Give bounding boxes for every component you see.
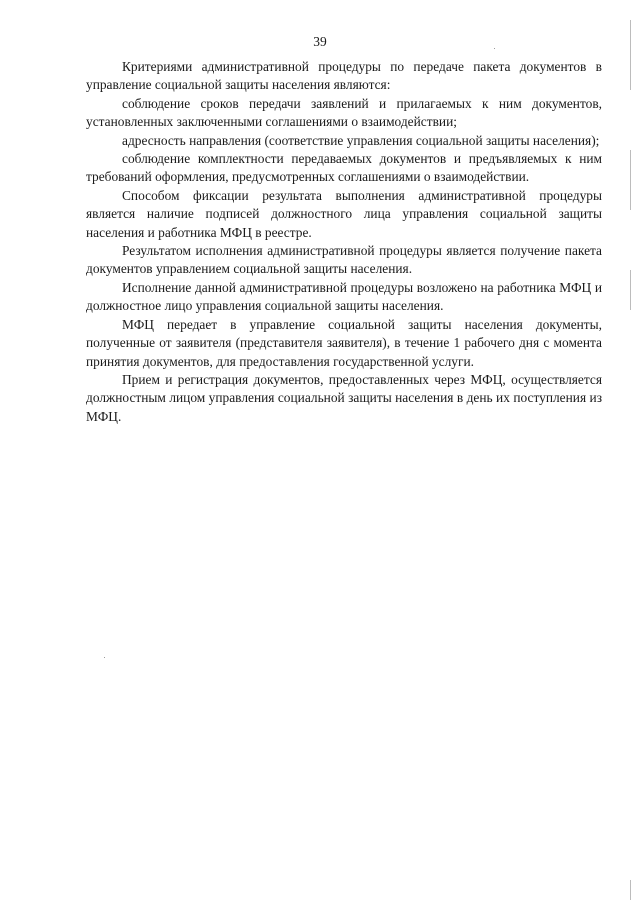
scan-dust-dot <box>104 657 105 658</box>
paragraph-criteria-completeness: соблюдение комплектности передаваемых документов и предъявляемых к ним требований оформления, предусмотренных соглашениями о взаимодействии. <box>86 151 602 185</box>
scan-edge-mark <box>630 270 631 310</box>
paragraph-registration: Прием и регистрация документов, предоставленных через МФЦ, осуществляется должностным лицом управления социальной защиты населения в день их поступления из МФЦ. <box>86 371 602 424</box>
scan-dust-dot <box>494 48 495 49</box>
paragraph-executors: Исполнение данной административной процедуры возложено на работника МФЦ и должностное лицо управления социальной защиты населения. <box>86 279 602 314</box>
paragraph-criteria-addressing: адресность направления (соответствие управления социальной защиты населения); <box>122 132 600 148</box>
scan-edge-mark <box>630 880 631 900</box>
page-number: 39 <box>313 34 327 49</box>
paragraph-result: Результатом исполнения административной процедуры является получение пакета документов управлением социальной защиты населения. <box>86 243 602 277</box>
document-body <box>86 58 602 426</box>
scan-edge-mark <box>630 20 631 90</box>
scan-edge-mark <box>630 150 631 210</box>
paragraph-criteria-deadlines: соблюдение сроков передачи заявлений и прилагаемых к ним документов, установленных заключенными соглашениями о взаимодействии; <box>86 95 602 130</box>
paragraph-fixation-method: Способом фиксации результата выполнения административной процедуры является наличие подписей должностного лица управления социальной защиты населения и работника МФЦ в реестре. <box>86 187 602 240</box>
paragraph-mfc-transfer: МФЦ передает в управление социальной защиты населения документы, полученные от заявителя (представителя заявителя), в течение 1 рабочего дня с момента принятия документов, для предоставления государственной услуги. <box>86 316 602 369</box>
paragraph-criteria-intro: Критериями административной процедуры по передаче пакета документов в управление социальной защиты населения являются: <box>86 59 602 93</box>
